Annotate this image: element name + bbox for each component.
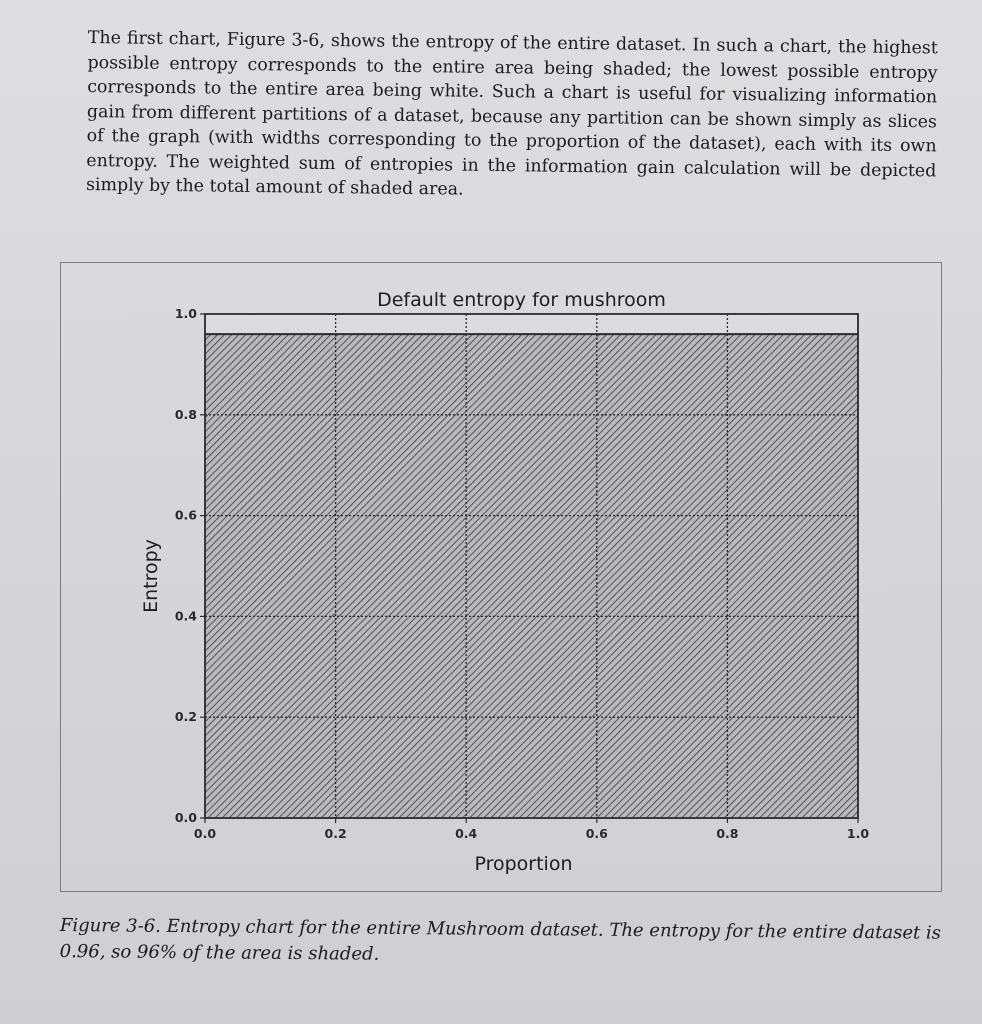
y-tick-label: 0.8 xyxy=(174,406,197,422)
x-axis-label: Proportion xyxy=(474,853,573,875)
x-tick-label: 0.6 xyxy=(585,826,608,841)
y-tick-label: 0.0 xyxy=(174,810,197,825)
x-tick-label: 0.8 xyxy=(716,826,739,841)
x-tick-label: 1.0 xyxy=(846,826,870,841)
y-tick-label: 0.4 xyxy=(174,608,197,624)
y-tick-label: 0.6 xyxy=(174,507,197,523)
entropy-shaded-area xyxy=(205,334,858,818)
x-tick-label: 0.4 xyxy=(455,826,478,841)
y-tick-label: 1.0 xyxy=(174,306,197,321)
y-axis-label: Entropy xyxy=(140,539,162,613)
x-tick-label: 0.0 xyxy=(193,826,217,841)
chart-title: Default entropy for mushroom xyxy=(377,289,666,311)
body-paragraph: The first chart, Figure 3-6, shows the entropy of the entire dataset. In such a chart, the highest possible entropy corresponds to the entire area being shaded; the lowest possible entropy corresponds to the entire area being white. Such a chart is useful for visualizing information gain from different partitions of a dataset, because any partition can be shown simply as slices of the graph (with widths corresponding to the proportion of the dataset), each with its own entropy. The weighted sum of entropies in the information gain calculation will be depicted simply by the total amount of shaded area. xyxy=(85,27,938,200)
y-tick-label: 0.2 xyxy=(174,709,197,725)
figure-caption: Figure 3-6. Entropy chart for the entire Mushroom dataset. The entropy for the entire dataset is 0.96, so 96% of the area is shaded. xyxy=(59,914,942,965)
x-tick-label: 0.2 xyxy=(324,826,347,841)
